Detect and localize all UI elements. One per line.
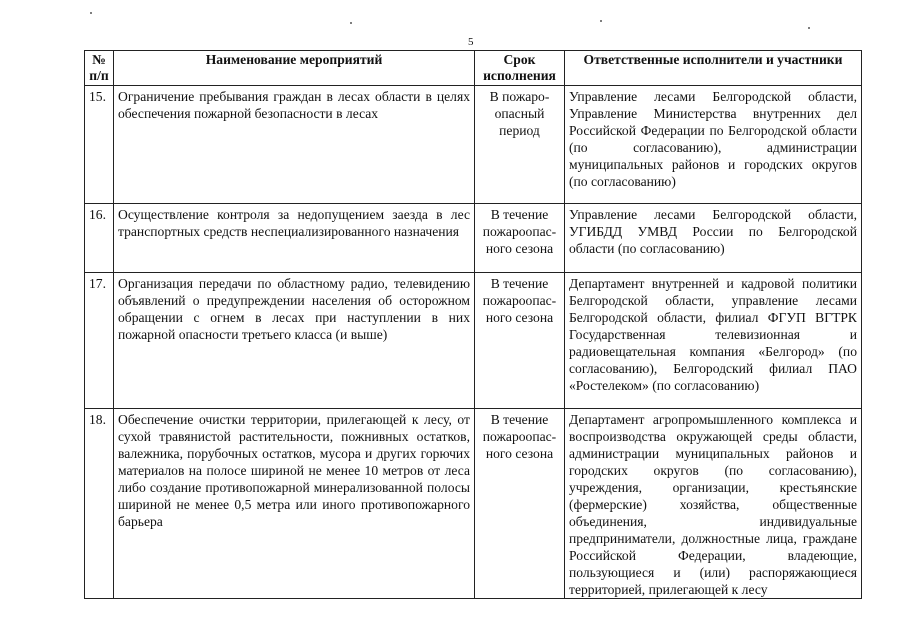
scan-speck — [90, 12, 92, 14]
table-row — [85, 273, 862, 409]
table-row — [85, 86, 862, 204]
table-header-row — [85, 51, 862, 86]
row-activity: Осуществление контроля за недопущением заезда в лес транспортных средств неспециализированного назначения — [114, 204, 475, 273]
scan-speck — [600, 20, 602, 22]
row-number: 17. — [85, 273, 114, 409]
header-activity: Наименование мероприятий — [114, 51, 475, 86]
row-responsible: Департамент внутренней и кадровой политики Белгородской области, управление лесами Белгородской области, филиал ФГУП ВГТРК Государственная телевизионная и радиовещательная компания «Белгород» (по согласованию), Белгородский филиал ПАО «Ростелеком» (по согласованию) — [565, 273, 862, 409]
row-term: В пожаро-опасный период — [475, 86, 565, 204]
scan-speck — [808, 27, 810, 29]
header-num: № п/п — [85, 51, 114, 86]
row-number: 15. — [85, 86, 114, 204]
row-term: В течение пожароопас-ного сезона — [475, 204, 565, 273]
row-number: 18. — [85, 409, 114, 599]
row-term: В течение пожароопас-ного сезона — [475, 409, 565, 599]
row-responsible: Управление лесами Белгородской области, УГИБДД УМВД России по Белгородской области (по согласованию) — [565, 204, 862, 273]
page-number: 5 — [468, 36, 474, 48]
header-term: Срок исполнения — [475, 51, 565, 86]
activities-table — [84, 50, 862, 599]
table-row — [85, 409, 862, 599]
row-activity: Обеспечение очистки территории, прилегающей к лесу, от сухой травянистой растительности, пожнивных остатков, валежника, порубочных остатков, мусора и других горючих материалов на полосе шириной не менее 10 метров от леса либо создание противопожарной минерализованной полосы шириной не менее 0,5 метра или иного противопожарного барьера — [114, 409, 475, 599]
row-term: В течение пожароопас-ного сезона — [475, 273, 565, 409]
row-responsible: Департамент агропромышленного комплекса и воспроизводства окружающей среды области, администрации муниципальных районов и городских округов (по согласованию), учреждения, организации, крестьянские (фермерские) хозяйства, общественные объединения, индивидуальные предприниматели, должностные лица, граждане Российской Федерации, владеющие, пользующиеся и (или) распоряжающиеся территорией, прилегающей к лесу — [565, 409, 862, 599]
header-responsible: Ответственные исполнители и участники — [565, 51, 862, 86]
row-responsible: Управление лесами Белгородской области, Управление Министерства внутренних дел Российской Федерации по Белгородской области (по согласованию), администрации муниципальных районов и городских округов (по согласованию) — [565, 86, 862, 204]
row-activity: Организация передачи по областному радио, телевидению объявлений о предупреждении населения об осторожном обращении с огнем в лесах при наступлении в них пожарной опасности третьего класса (и выше) — [114, 273, 475, 409]
row-activity: Ограничение пребывания граждан в лесах области в целях обеспечения пожарной безопасности в лесах — [114, 86, 475, 204]
row-number: 16. — [85, 204, 114, 273]
table-row — [85, 204, 862, 273]
scan-speck — [350, 22, 352, 24]
